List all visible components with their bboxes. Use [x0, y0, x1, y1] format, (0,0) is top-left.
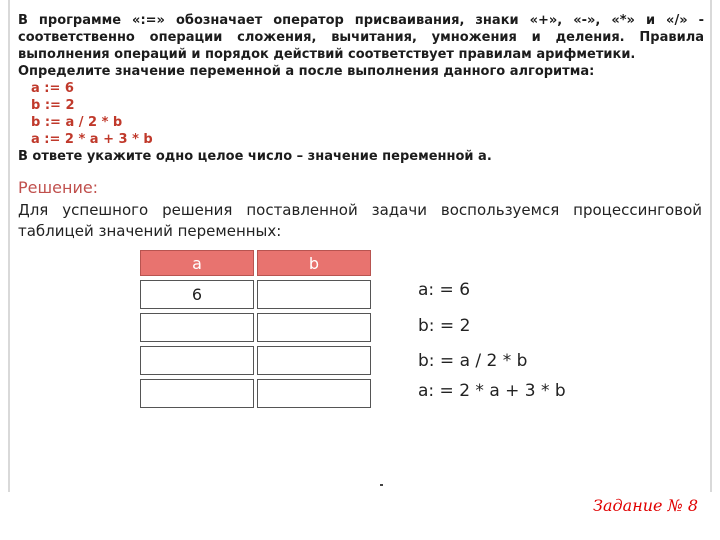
solution-step: b: = a / 2 * b [418, 351, 528, 371]
table-header-row [140, 250, 371, 276]
task-number-label: Задание № 8 [593, 496, 698, 515]
table-cell [140, 346, 254, 375]
task-paragraph: В программе «:=» обозначает оператор присваивания, знаки «+», «-», «*» и «/» - соответственно операции сложения, вычитания, умножения и деления. Правила выполнения операций и порядок действий соответствует правилам арифметики. [18, 13, 704, 62]
table-row [140, 379, 371, 408]
table-cell [257, 379, 371, 408]
decorative-dot [380, 484, 383, 486]
variables-table [137, 246, 374, 412]
table-cell [140, 313, 254, 342]
table-row [140, 313, 371, 342]
solution-step: b: = 2 [418, 316, 471, 336]
table-row [140, 346, 371, 375]
table-row [140, 280, 371, 309]
code-line: a := 2 * a + 3 * b [31, 132, 153, 147]
code-line: b := 2 [31, 98, 75, 113]
solution-text: Для успешного решения поставленной задачи воспользуемся процессинговой таблицей значений переменных: [18, 201, 702, 240]
column-header-b: b [257, 250, 371, 276]
solution-step: a: = 2 * a + 3 * b [418, 381, 566, 401]
answer-instruction: В ответе укажите одно целое число – значение переменной a. [18, 149, 492, 164]
table-cell [257, 280, 371, 309]
table-cell [257, 346, 371, 375]
task-statement [18, 12, 704, 165]
table-cell [257, 313, 371, 342]
solution-step: a: = 6 [418, 280, 471, 300]
task-question: Определите значение переменной a после выполнения данного алгоритма: [18, 64, 595, 79]
algorithm-code [18, 80, 704, 148]
table-cell [140, 379, 254, 408]
table-cell: 6 [140, 280, 254, 309]
code-line: b := a / 2 * b [31, 115, 123, 130]
solution-title: Решение: [18, 178, 99, 197]
column-header-a: a [140, 250, 254, 276]
code-line: a := 6 [31, 81, 74, 96]
